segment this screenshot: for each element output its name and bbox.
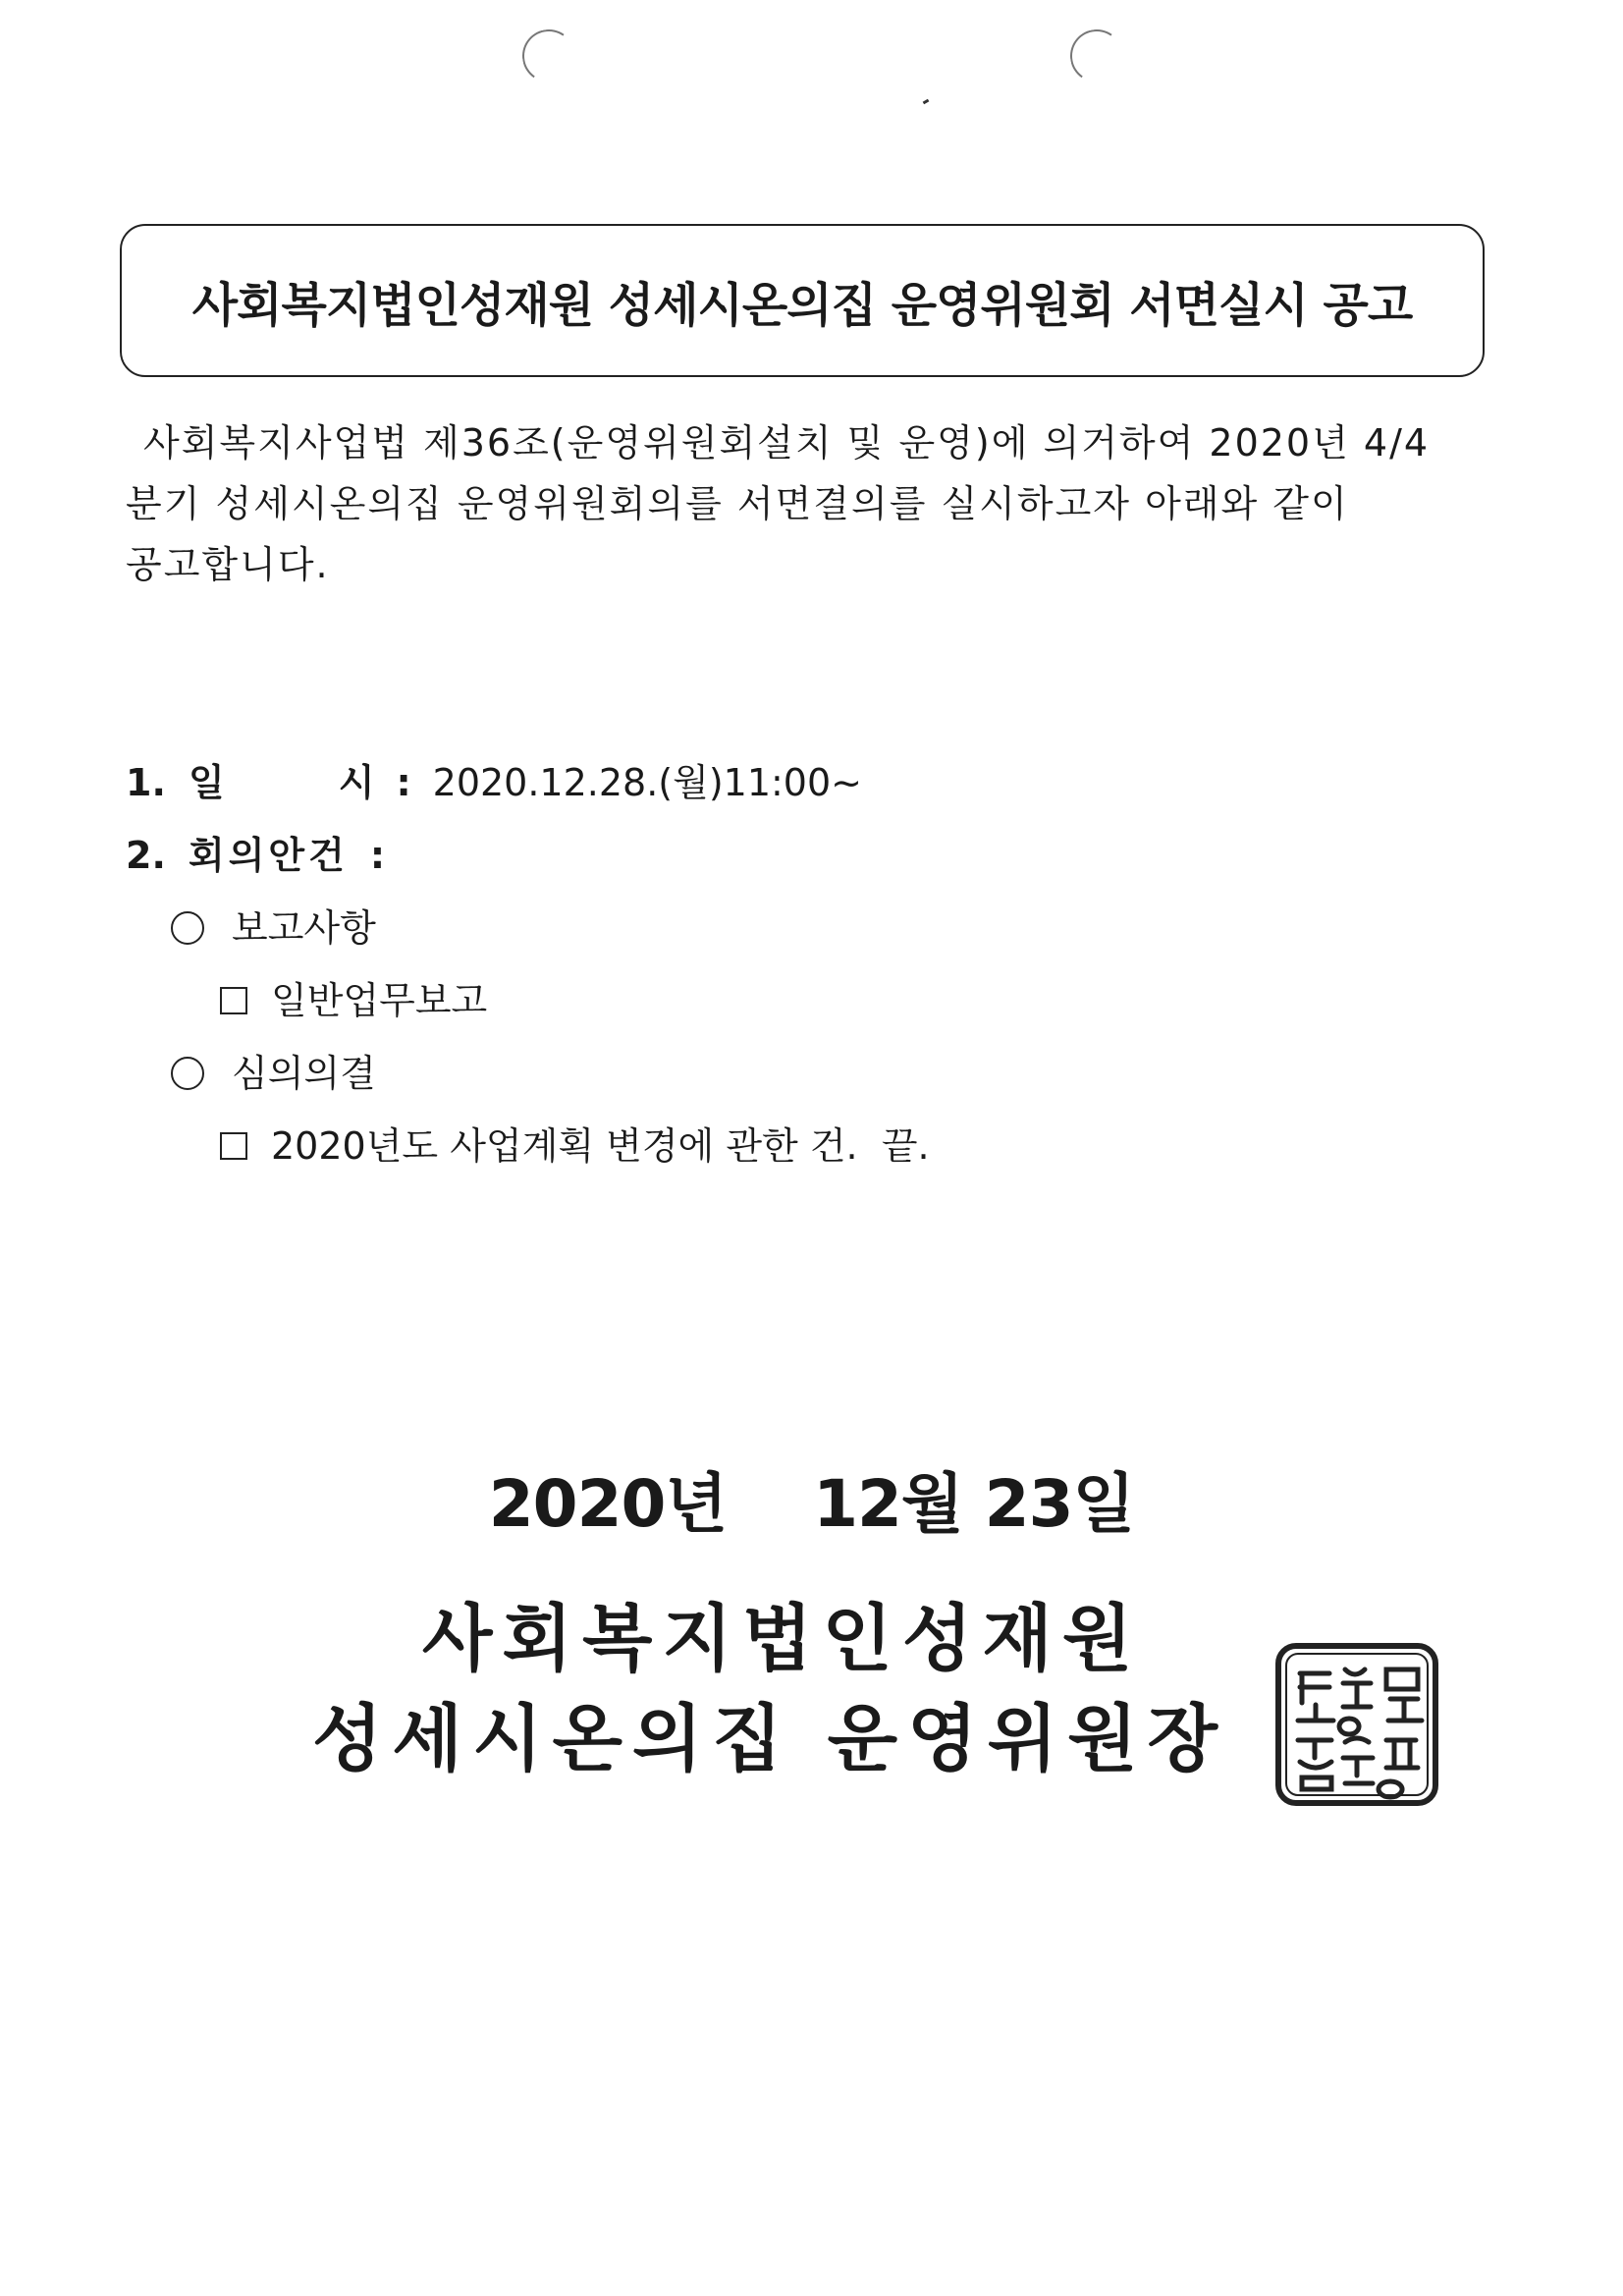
notice-date: 2020년 12월 23일 [488,1466,1135,1542]
item-colon: : [396,761,411,804]
notice-title: 사회복지법인성재원 성세시온의집 운영위원회 서면실시 공고 [191,277,1413,333]
item-datetime [126,746,930,819]
intro-line-1: 사회복지사업법 제36조(운영위원회설치 및 운영)에 의거하여 2020년 4/4 [143,421,1431,465]
meeting-datetime: 2020.12.28.(월)11:00~ [432,761,863,804]
circle-bullet-icon [171,911,204,945]
item-label-b: 시 [338,761,375,804]
square-bullet-icon [220,1132,247,1160]
scan-speck [923,99,930,105]
square-bullet-icon [220,987,247,1014]
intro-line-2: 분기 성세시온의집 운영위원회의를 서면결의를 실시하고자 아래와 같이 [126,482,1349,525]
report-item: 일반업무보고 [126,964,930,1037]
item-colon: : [369,834,386,877]
org-name: 사회복지법인성재원 [422,1597,1143,1681]
notice-title-box [120,224,1485,377]
report-heading: 보고사항 [126,892,930,964]
notice-intro [126,412,1540,595]
deliberation-item: 2020년도 사업계획 변경에 관한 건. 끝. [126,1110,930,1182]
circle-bullet-icon [171,1057,204,1090]
item-number: 1. [126,761,166,804]
item-agenda [126,819,930,892]
punch-hole-left [518,26,580,87]
official-seal-stamp [1272,1640,1441,1809]
deliberation-heading: 심의의결 [126,1037,930,1110]
item-label: 회의안건 [189,834,349,877]
agenda-list [126,746,930,1182]
committee-chair: 성세시온의집 운영위원장 [312,1697,1228,1781]
punch-hole-right [1066,26,1128,87]
item-label-a: 일 [189,761,225,804]
item-number: 2. [126,834,166,877]
intro-line-3: 공고합니다. [126,543,330,586]
